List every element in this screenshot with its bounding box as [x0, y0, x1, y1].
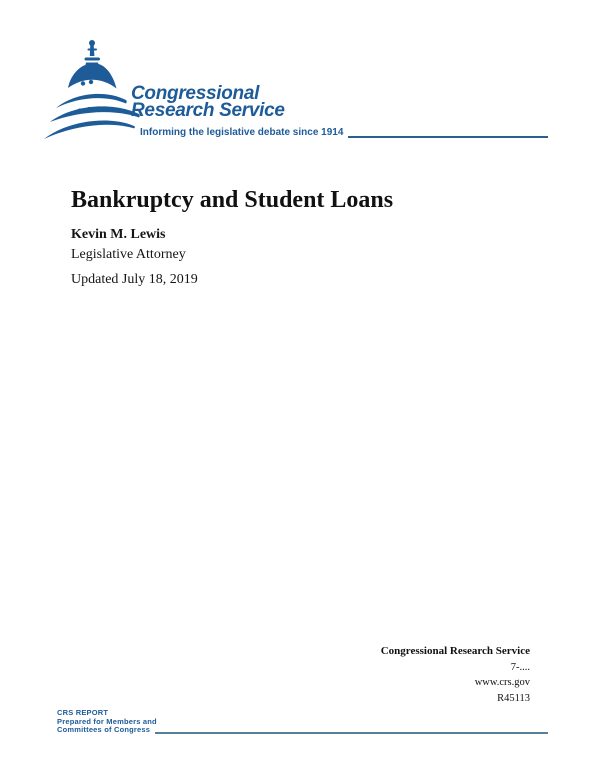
capitol-dome-icon: [42, 36, 142, 140]
author-name: Kevin M. Lewis: [71, 227, 166, 242]
author-title: Legislative Attorney: [71, 246, 186, 262]
crs-tagline-row: [140, 127, 548, 139]
report-title: Bankruptcy and Student Loans: [71, 187, 394, 214]
crs-wordmark: [131, 83, 285, 121]
footer-website: www.crs.gov: [474, 677, 530, 688]
crs-tagline: Informing the legislative debate since 1914: [140, 127, 344, 138]
footer-report-number: R45113: [497, 692, 530, 704]
footer-right-block: [381, 644, 530, 706]
footer-left-block: [57, 709, 548, 735]
footer-rule: [155, 732, 548, 734]
author-block: [71, 225, 186, 264]
header-rule: [348, 136, 548, 138]
updated-date: Updated July 18, 2019: [71, 272, 198, 287]
crs-wordmark-line2: Research Service: [131, 99, 285, 121]
footer-org-name: Congressional Research Service: [380, 645, 530, 657]
crs-wordmark-line1: Congressional: [131, 83, 260, 104]
footer-committees-line: Committees of Congress: [57, 725, 151, 734]
footer-phone: 7-....: [510, 661, 530, 673]
footer-committees-row: [57, 726, 548, 735]
crs-report-label: CRS REPORT: [57, 708, 109, 717]
footer-prepared-line: Prepared for Members and: [57, 716, 157, 726]
